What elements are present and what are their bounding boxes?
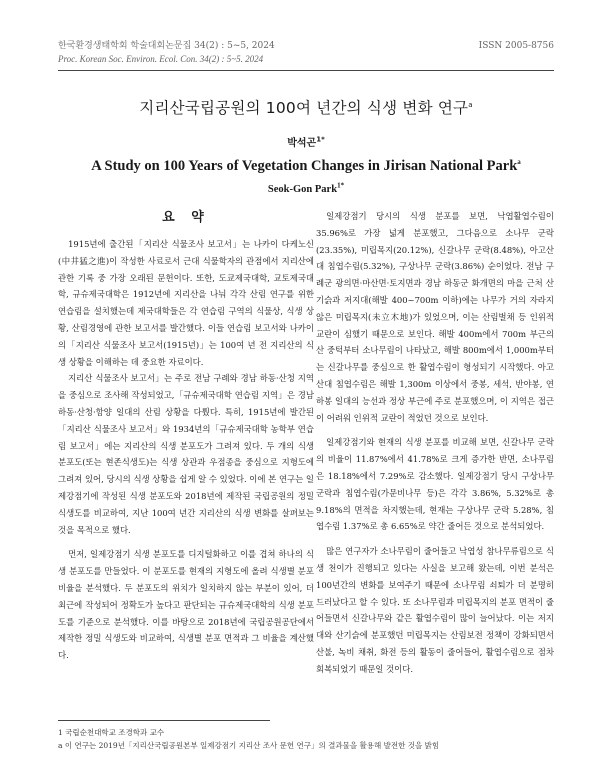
- author-en: Seok-Gon Park$^{1*}$: [267, 181, 345, 195]
- footnote-rule: [58, 720, 270, 721]
- paragraph: 많은 연구자가 소나무림이 줄어들고 낙엽성 참나무류림으로 식생 천이가 진행되고 있다는 사실을 보고해 왔는데, 이번 분석은 100년간의 변화를 보여주기 때문에 소나무림 쇠퇴가 더 분명히 드러났다고 할 수 있다. 또 소나무림과 미립목지의 분포 면적이 줄어들면서 신갈나무와 같은 활엽수림이 많이 늘어났다. 이는 저지대와 산기슭에 분포했던 미립목지는 산림보전 정책이 강화되면서 산불, 녹비 채취, 화전 등의 활동이 줄어들어, 활엽수림으로 점차 회복되었기 때문일 것이다.: [316, 546, 554, 674]
- author-ko: 박석곤$^{1*}$: [287, 135, 325, 149]
- journal-header: [58, 40, 554, 66]
- body-left-column: [58, 208, 314, 664]
- paragraph: 일제강점기 당시의 식생 분포를 보면, 낙엽활엽수림이 35.96%로 가장 넓게 분포했고, 그다음으로 소나무 군락(23.35%), 미립목지(20.12%), 신갈나무 군락(8.48%), 아고산대 침엽수림(5.32%), 구상나무 군락(3.86%) 순이었다. 전남 구례군 광의면·마산면·토지면과 경남 하동군 화개면의 마을 근처 산기슭과 저지대(해발 400~700m 이하)에는 나무가 거의 자라지 않은 미립목지(未立木地)가 있었으며, 이는 산림벌채 등 인위적 교란이 심했기 때문으로 보인다. 해발 400m에서 700m 부근의 산 중턱부터 소나무림이 나타났고, 해발 800m에서 1,000m부터는 신갈나무를 중심으로 한 활엽수림이 형성되기 시작했다. 아고산대 침엽수림은 해발 1,300m 이상에서 중봉, 세석, 반야봉, 연하봉 일대의 능선과 정상 부근에 주로 분포했으며, 이 지역은 접근이 어려워 인위적 교란이 적었던 것으로 보인다.: [316, 211, 554, 423]
- title-en-footnote-mark: a: [517, 158, 521, 167]
- footnote-a: a 이 연구는 2019년「지리산국립공원본부 일제강점기 지리산 조사 문헌 연구」의 결과물을 활용해 발전한 것을 밝힘: [58, 741, 440, 750]
- paragraph: 1915년에 출간된「지리산 식물조사 보고서」는 나카이 다케노신(中井猛之進)이 작성한 사료로서 근대 식물학자의 관점에서 지리산에 관한 기록 중 가장 오래된 문헌이다. 또한, 도쿄제국대학, 교토제국대학, 규슈제국대학은 1912년에 지리산을 나눠 각각 산림 연구를 위한 연습림을 설치했는데 제국대학들은 각 연습림 구역의 식물상, 식생 상황, 산림경영에 관한 보고서를 발간했다. 이들 연습림 보고서와 나카이의「지리산 식물조사 보고서(1915년)」는 100여 년 전 지리산의 식생 상황을 이해하는 데 중요한 자료이다.: [58, 239, 314, 367]
- author-ko-footnote-mark: 1*: [316, 135, 325, 144]
- body-right-column: [316, 208, 554, 678]
- journal-name-ko: 한국환경생태학회 학술대회논문집 34(2) : 5~5, 2024: [58, 41, 275, 51]
- title-en: A Study on 100 Years of Vegetation Changes in Jirisan National Park$^a$: [91, 158, 521, 174]
- title-ko-footnote-mark: a: [468, 100, 473, 109]
- abstract-heading: 요 약: [162, 210, 210, 225]
- paragraph: 일제강점기와 현재의 식생 분포를 비교해 보면, 신갈나무 군락의 비율이 11.87%에서 41.78%로 크게 증가한 반면, 소나무림은 18.18%에서 7.29%로 감소했다. 일제강점기 당시 구상나무 군락과 침엽수림(가문비나무 등)은 각각 3.86%, 5.32%로 총 9.18%의 면적을 차지했는데, 현재는 구상나무 군락 5.28%, 침엽수림 1.37%로 총 6.65%로 약간 줄어든 것으로 분석되었다.: [316, 437, 554, 532]
- footnote-1: 1 국립순천대학교 조경학과 교수: [58, 728, 165, 737]
- paragraph: 먼저, 일제강점기 식생 분포도를 디지털화하고 이를 겹쳐 하나의 식생 분포도를 만들었다. 이 분포도를 현재의 지형도에 올려 식생별 분포 비율을 분석했다. 두 분포도의 위치가 일치하지 않는 부분이 있어, 더 최근에 작성되어 정확도가 높다고 판단되는 규슈제국대학의 식생 분포도를 기준으로 분석했다. 이를 바탕으로 2018년에 국립공원공단에서 제작한 정밀 식생도와 비교하여, 식생별 분포 면적과 그 비율을 계산했다.: [58, 549, 314, 661]
- author-en-footnote-mark: 1*: [337, 181, 345, 190]
- issn: ISSN 2005-8756: [478, 41, 554, 51]
- journal-name-en: Proc. Korean Soc. Environ. Ecol. Con. 34(2) : 5~5. 2024: [58, 54, 264, 64]
- header-rule: [58, 70, 554, 71]
- paragraph: 지리산 식물조사 보고서」는 주로 전남 구례와 경남 하동·산청 지역을 중심으로 조사해 작성되었고,「규슈제국대학 연습림 지역」은 경남 하동·산청·함양 일대의 산림 상황을 다뤘다. 특히, 1915년에 발간된「지리산 식물조사 보고서」와 1934년의「규슈제국대학 농학부 연습림 보고서」에는 지리산의 식생 분포도가 그려져 있다. 두 개의 식생 분포도(또는 현존식생도)는 식생 상관과 우점종을 중심으로 지형도에 그려져 있어, 당시의 식생 상황을 쉽게 알 수 있었다. 이에 본 연구는 일제강점기에 작성된 식생 분포도와 2018년에 제작된 국립공원의 정밀 식생도를 비교하여, 지난 100여 년간 지리산의 식생 변화를 살펴보는 것을 목적으로 했다.: [58, 373, 314, 535]
- title-ko: 지리산국립공원의 100여 년간의 식생 변화 연구$^a$: [139, 99, 473, 117]
- footnotes: [58, 726, 554, 752]
